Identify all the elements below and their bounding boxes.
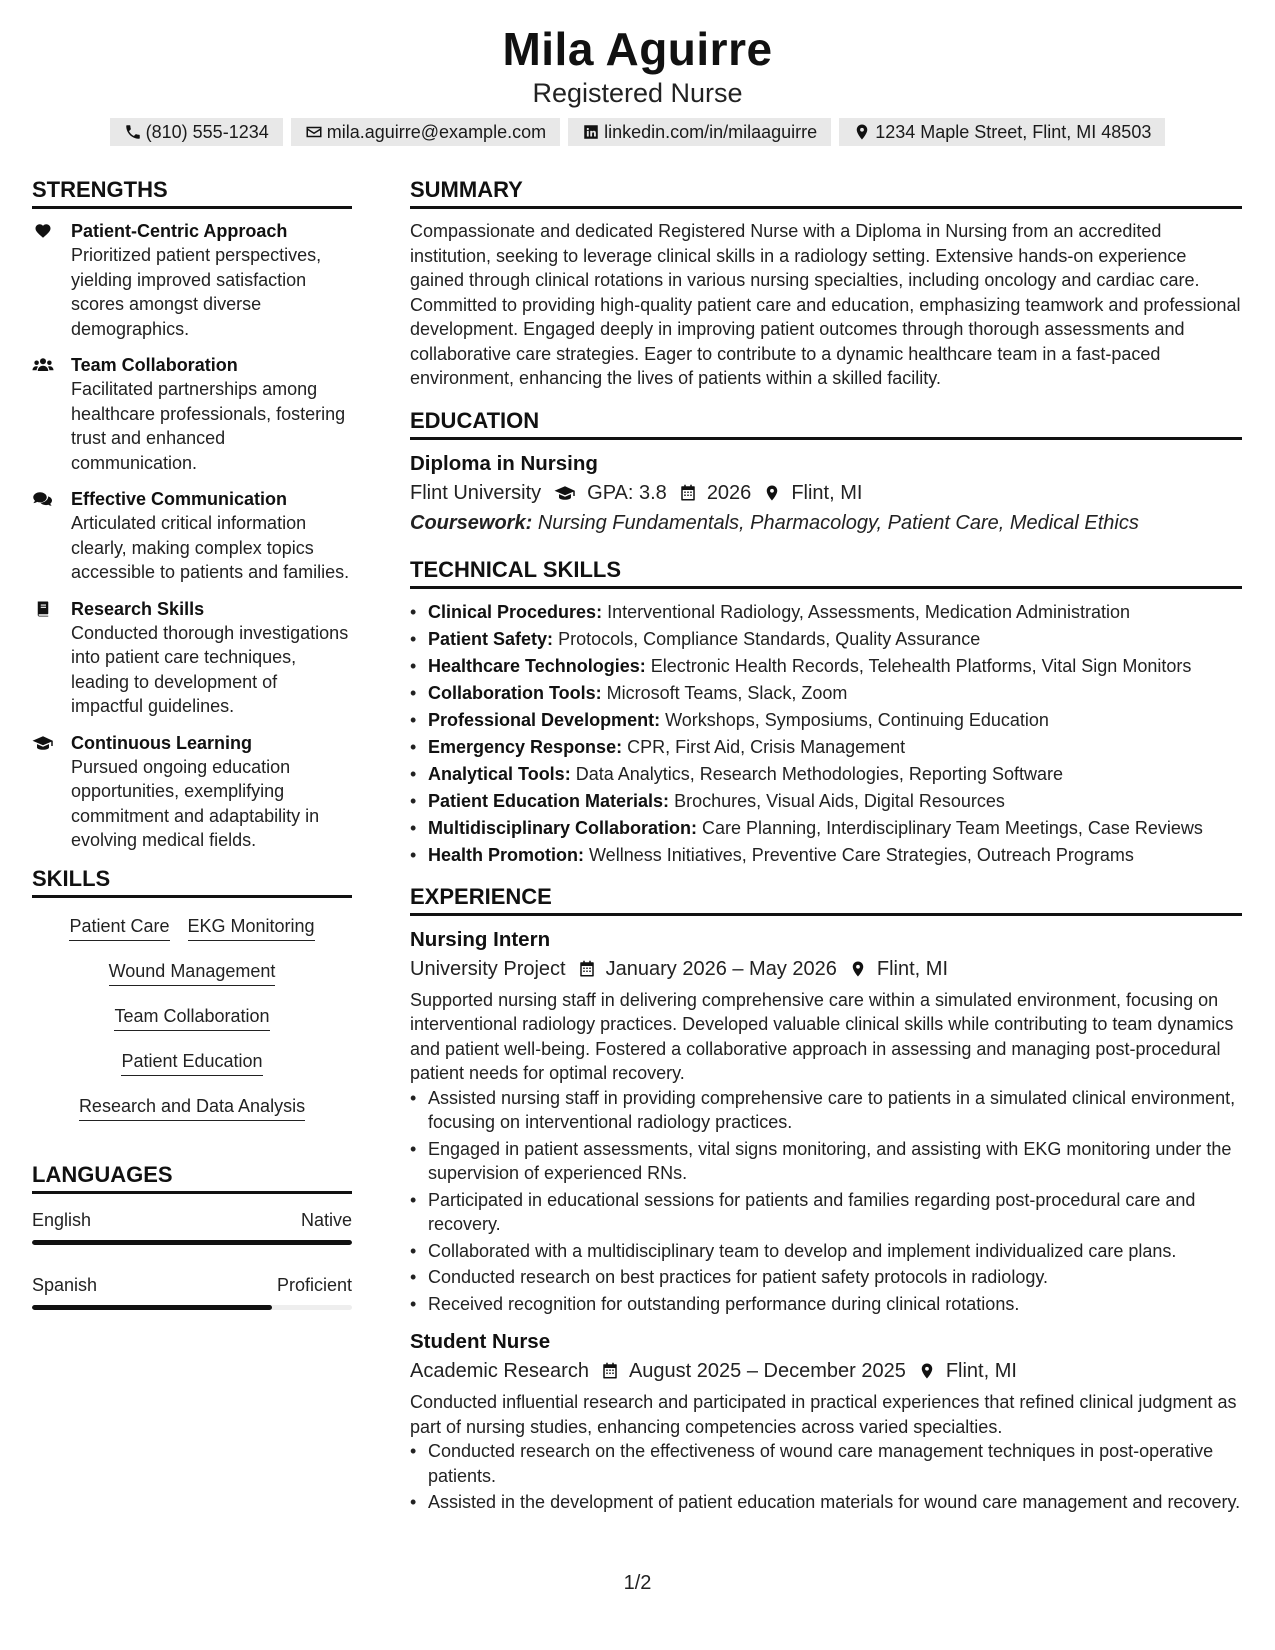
list-item: • Received recognition for outstanding performance during clinical rotations. xyxy=(410,1292,1242,1317)
contact-bar xyxy=(0,118,1275,146)
map-pin-icon xyxy=(849,960,867,978)
education-heading: EDUCATION xyxy=(410,407,1242,440)
experience-location: Flint, MI xyxy=(945,1360,1017,1382)
phone-icon xyxy=(124,123,142,141)
technical-skills-heading: TECHNICAL SKILLS xyxy=(410,556,1242,589)
strength-title: Team Collaboration xyxy=(71,355,238,375)
language-proficiency-fill xyxy=(32,1305,272,1310)
contact-address xyxy=(839,118,1165,146)
page-number: 1/2 xyxy=(623,1572,652,1594)
linkedin-icon xyxy=(582,123,600,141)
organization: University Project xyxy=(410,957,566,980)
strength-description: Conducted thorough investigations into patient care techniques, leading to development of impactful guidelines. xyxy=(71,622,349,716)
users-icon xyxy=(32,356,54,374)
list-item: • Clinical Procedures: Interventional Radiology, Assessments, Medication Administration xyxy=(410,599,1242,626)
skill-tag: Team Collaboration xyxy=(114,1004,269,1031)
experience-description: Supported nursing staff in delivering comprehensive care within a simulated environment, focusing on interventional radiology practices. Developed valuable clinical skills while contributing to team dynamics and patient well-being. Fostered a collaborative approach in assessing and managing post-procedural patient needs for optimal recovery. xyxy=(410,989,1234,1083)
list-item: • Patient Education Materials: Brochures, Visual Aids, Digital Resources xyxy=(410,788,1242,815)
strength-description: Pursued ongoing education opportunities, exemplifying commitment and adaptability in evolving medical fields. xyxy=(71,756,320,850)
comments-icon xyxy=(32,490,54,508)
contact-phone[interactable] xyxy=(110,118,283,146)
list-item: • Emergency Response: CPR, First Aid, Crisis Management xyxy=(410,734,1242,761)
contact-phone-text: (810) 555-1234 xyxy=(145,122,269,142)
contact-linkedin-text: linkedin.com/in/milaaguirre xyxy=(604,122,818,142)
strength-title: Effective Communication xyxy=(71,489,288,509)
experience-entry xyxy=(410,1328,1242,1515)
contact-email[interactable] xyxy=(291,118,560,146)
skill-tag: EKG Monitoring xyxy=(188,914,315,941)
language-proficiency-bar xyxy=(32,1305,352,1310)
experience-location: Flint, MI xyxy=(876,957,949,980)
map-pin-icon xyxy=(918,1362,936,1380)
contact-address-text: 1234 Maple Street, Flint, MI 48503 xyxy=(875,122,1152,142)
organization: Academic Research xyxy=(410,1360,589,1382)
book-icon xyxy=(32,600,54,618)
strengths-heading: STRENGTHS xyxy=(32,176,352,209)
strength-item xyxy=(32,353,352,475)
role-title: Nursing Intern xyxy=(410,927,551,951)
role-title: Student Nurse xyxy=(410,1330,551,1353)
skill-tag: Wound Management xyxy=(109,959,276,986)
list-item: • Professional Development: Workshops, Symposiums, Continuing Education xyxy=(410,707,1242,734)
experience-entry xyxy=(410,926,1242,1317)
graduation-cap-icon xyxy=(553,484,577,502)
heart-icon xyxy=(32,222,54,240)
graduation-year: 2026 xyxy=(706,481,752,504)
coursework xyxy=(410,508,1242,538)
calendar-icon xyxy=(601,1362,619,1380)
left-column xyxy=(32,176,352,1330)
strength-title: Research Skills xyxy=(71,598,205,619)
list-item: • Collaboration Tools: Microsoft Teams, Slack, Zoom xyxy=(410,680,1242,707)
gpa: GPA: 3.8 xyxy=(587,481,667,504)
skill-tag: Patient Care xyxy=(69,914,169,941)
calendar-icon xyxy=(578,960,596,978)
languages-list xyxy=(32,1208,352,1310)
right-column xyxy=(410,176,1242,1527)
language-proficiency-bar xyxy=(32,1240,352,1245)
map-pin-icon xyxy=(853,123,871,141)
envelope-icon xyxy=(305,123,323,141)
experience-heading: EXPERIENCE xyxy=(410,883,1242,916)
skill-tag: Research and Data Analysis xyxy=(79,1094,305,1121)
skills-list xyxy=(32,908,352,1139)
language-name: English xyxy=(32,1209,92,1230)
list-item: • Analytical Tools: Data Analytics, Research Methodologies, Reporting Software xyxy=(410,761,1242,788)
degree-title: Diploma in Nursing xyxy=(410,451,598,475)
language-item xyxy=(32,1208,352,1245)
strength-item xyxy=(32,731,352,853)
list-item: • Participated in educational sessions for patients and families regarding post-procedural care and recovery. xyxy=(410,1188,1242,1237)
education-entry xyxy=(410,450,1242,538)
list-item: • Health Promotion: Wellness Initiatives, Preventive Care Strategies, Outreach Programs xyxy=(410,842,1242,869)
resume-header xyxy=(0,22,1275,146)
coursework-list: Nursing Fundamentals, Pharmacology, Patient Care, Medical Ethics xyxy=(537,511,1139,534)
strength-title: Continuous Learning xyxy=(71,732,252,753)
experience-bullets xyxy=(410,1439,1242,1515)
strength-item xyxy=(32,219,352,341)
list-item: • Conducted research on best practices for patient safety protocols in radiology. xyxy=(410,1265,1242,1290)
list-item: • Collaborated with a multidisciplinary team to develop and implement individualized care plans. xyxy=(410,1239,1242,1264)
strength-item xyxy=(32,597,352,719)
graduation-cap-icon xyxy=(32,734,54,752)
strength-title: Patient-Centric Approach xyxy=(71,221,288,241)
list-item: • Assisted nursing staff in providing comprehensive care to patients in a simulated clinical environment, focusing on interventional radiology practices. xyxy=(410,1086,1242,1135)
coursework-label: Coursework: xyxy=(410,511,533,534)
education-location: Flint, MI xyxy=(791,481,863,504)
language-proficiency-fill xyxy=(32,1240,352,1245)
skills-heading: SKILLS xyxy=(32,865,352,898)
strength-item xyxy=(32,487,352,585)
language-item xyxy=(32,1273,352,1310)
candidate-name: Mila Aguirre xyxy=(502,23,773,75)
technical-skills-list xyxy=(410,599,1242,869)
list-item: • Healthcare Technologies: Electronic Health Records, Telehealth Platforms, Vital Sign Monitors xyxy=(410,653,1242,680)
strength-description: Articulated critical information clearly, making complex topics accessible to patients and families. xyxy=(71,513,350,582)
language-name: Spanish xyxy=(32,1274,98,1295)
date-range: January 2026 – May 2026 xyxy=(605,957,837,980)
education-meta xyxy=(410,478,1242,508)
experience-description: Conducted influential research and participated in practical experiences that refined clinical judgment as part of nursing studies, enhancing competencies across varied specialties. xyxy=(410,1392,1237,1437)
list-item: • Conducted research on the effectiveness of wound care management techniques in post-operative patients. xyxy=(410,1439,1242,1488)
summary-heading: SUMMARY xyxy=(410,176,1242,209)
language-level: Proficient xyxy=(276,1274,352,1295)
language-level: Native xyxy=(300,1209,352,1230)
map-pin-icon xyxy=(763,484,781,502)
list-item: • Engaged in patient assessments, vital signs monitoring, and assisting with EKG monitoring under the supervision of experienced RNs. xyxy=(410,1137,1242,1186)
school-name: Flint University xyxy=(410,481,542,504)
list-item: • Assisted in the development of patient education materials for wound care management and recovery. xyxy=(410,1490,1242,1515)
skill-tag: Patient Education xyxy=(121,1049,262,1076)
list-item: • Patient Safety: Protocols, Compliance Standards, Quality Assurance xyxy=(410,626,1242,653)
strength-description: Prioritized patient perspectives, yielding improved satisfaction scores amongst diverse demographics. xyxy=(71,245,322,339)
job-title: Registered Nurse xyxy=(532,78,743,108)
contact-email-text: mila.aguirre@example.com xyxy=(326,122,547,142)
summary-text: Compassionate and dedicated Registered Nurse with a Diploma in Nursing from an accredited institution, seeking to leverage clinical skills in a radiology setting. Extensive hands-on experience gained through clinical rotations in various nursing specialties, including oncology and cardiac care. Committed to providing high-quality patient care and education, emphasizing teamwork and professional development. Engaged deeply in improving patient outcomes through thorough assessments and collaborative care strategies. Eager to contribute to a dynamic healthcare team in a fast-paced environment, enhancing the lives of patients within a skilled facility. xyxy=(410,221,1241,388)
experience-meta xyxy=(410,954,1242,984)
experience-meta xyxy=(410,1356,1242,1386)
contact-linkedin[interactable] xyxy=(568,118,831,146)
list-item: • Multidisciplinary Collaboration: Care Planning, Interdisciplinary Team Meetings, Case Reviews xyxy=(410,815,1242,842)
strength-description: Facilitated partnerships among healthcare professionals, fostering trust and enhanced communication. xyxy=(71,379,346,473)
strengths-list xyxy=(32,219,352,853)
date-range: August 2025 – December 2025 xyxy=(628,1360,906,1382)
experience-bullets xyxy=(410,1086,1242,1317)
calendar-icon xyxy=(679,484,697,502)
languages-heading: LANGUAGES xyxy=(32,1161,352,1194)
